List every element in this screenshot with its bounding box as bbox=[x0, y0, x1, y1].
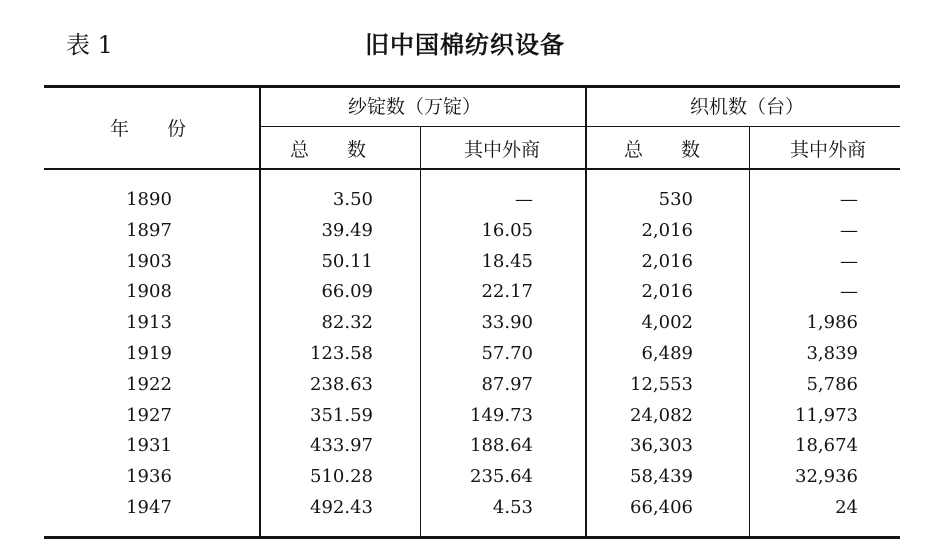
cell-loom-total: 4,002 bbox=[641, 312, 693, 333]
cell-year: 1890 bbox=[126, 189, 172, 210]
cell-spindle-foreign: 16.05 bbox=[481, 220, 533, 241]
column-divider-looms bbox=[585, 88, 587, 536]
cell-loom-foreign: 18,674 bbox=[795, 435, 858, 456]
cell-year: 1919 bbox=[126, 343, 172, 364]
cell-spindle-foreign: 22.17 bbox=[481, 281, 533, 302]
cell-spindle-foreign: 188.64 bbox=[470, 435, 533, 456]
cell-spindle-foreign: 149.73 bbox=[470, 405, 533, 426]
cell-spindle-total: 492.43 bbox=[310, 497, 373, 518]
cell-loom-total: 2,016 bbox=[641, 251, 693, 272]
header-spindle-total: 总 数 bbox=[290, 139, 367, 161]
cell-loom-foreign: — bbox=[840, 281, 858, 302]
cell-loom-foreign: — bbox=[840, 220, 858, 241]
cell-loom-total: 530 bbox=[658, 189, 693, 210]
table-number-label: 表 1 bbox=[66, 31, 113, 59]
cell-loom-total: 24,082 bbox=[630, 405, 693, 426]
column-divider-loom-foreign bbox=[749, 127, 750, 536]
cell-loom-foreign: 24 bbox=[835, 497, 858, 518]
cell-spindle-total: 510.28 bbox=[310, 466, 373, 487]
cell-spindle-total: 351.59 bbox=[310, 405, 373, 426]
cell-spindle-foreign: 57.70 bbox=[481, 343, 533, 364]
cell-loom-total: 2,016 bbox=[641, 220, 693, 241]
cell-loom-foreign: 1,986 bbox=[806, 312, 858, 333]
cell-spindle-total: 50.11 bbox=[321, 251, 373, 272]
cell-loom-foreign: 5,786 bbox=[806, 374, 858, 395]
top-rule bbox=[44, 85, 900, 88]
cell-loom-total: 12,553 bbox=[630, 374, 693, 395]
cell-spindle-foreign: — bbox=[515, 189, 533, 210]
cell-year: 1927 bbox=[126, 405, 172, 426]
table-title: 旧中国棉纺织设备 bbox=[365, 31, 565, 59]
cell-loom-total: 2,016 bbox=[641, 281, 693, 302]
cell-year: 1922 bbox=[126, 374, 172, 395]
cell-spindle-total: 433.97 bbox=[310, 435, 373, 456]
cell-loom-foreign: — bbox=[840, 251, 858, 272]
cell-loom-foreign: 3,839 bbox=[806, 343, 858, 364]
header-year: 年 份 bbox=[110, 118, 187, 140]
cell-loom-foreign: 32,936 bbox=[795, 466, 858, 487]
cell-spindle-total: 66.09 bbox=[321, 281, 373, 302]
cell-year: 1908 bbox=[126, 281, 172, 302]
cell-year: 1897 bbox=[126, 220, 172, 241]
cell-year: 1936 bbox=[126, 466, 172, 487]
cell-year: 1913 bbox=[126, 312, 172, 333]
header-loom-total: 总 数 bbox=[624, 139, 701, 161]
cell-year: 1931 bbox=[126, 435, 172, 456]
cell-spindle-foreign: 18.45 bbox=[481, 251, 533, 272]
header-bottom-rule bbox=[44, 168, 900, 170]
header-looms-group: 织机数（台） bbox=[690, 96, 805, 118]
cell-spindle-total: 3.50 bbox=[332, 189, 373, 210]
cell-spindle-foreign: 4.53 bbox=[492, 497, 533, 518]
bottom-rule bbox=[44, 536, 900, 539]
header-spindles-group: 纱锭数（万锭） bbox=[348, 96, 482, 118]
cell-spindle-foreign: 235.64 bbox=[470, 466, 533, 487]
cell-year: 1903 bbox=[126, 251, 172, 272]
column-divider-spindle-foreign bbox=[420, 127, 421, 536]
header-loom-foreign: 其中外商 bbox=[790, 139, 867, 161]
cell-spindle-total: 123.58 bbox=[310, 343, 373, 364]
cell-spindle-total: 238.63 bbox=[310, 374, 373, 395]
cell-spindle-foreign: 87.97 bbox=[481, 374, 533, 395]
cell-year: 1947 bbox=[126, 497, 172, 518]
cell-spindle-total: 39.49 bbox=[321, 220, 373, 241]
cell-loom-total: 66,406 bbox=[630, 497, 693, 518]
group-header-rule bbox=[260, 126, 900, 127]
cell-loom-total: 58,439 bbox=[630, 466, 693, 487]
cell-loom-total: 36,303 bbox=[630, 435, 693, 456]
cell-spindle-foreign: 33.90 bbox=[481, 312, 533, 333]
column-divider-year bbox=[259, 88, 261, 536]
cell-loom-total: 6,489 bbox=[641, 343, 693, 364]
cell-loom-foreign: — bbox=[840, 189, 858, 210]
cell-loom-foreign: 11,973 bbox=[795, 405, 858, 426]
header-spindle-foreign: 其中外商 bbox=[464, 139, 541, 161]
cell-spindle-total: 82.32 bbox=[321, 312, 373, 333]
